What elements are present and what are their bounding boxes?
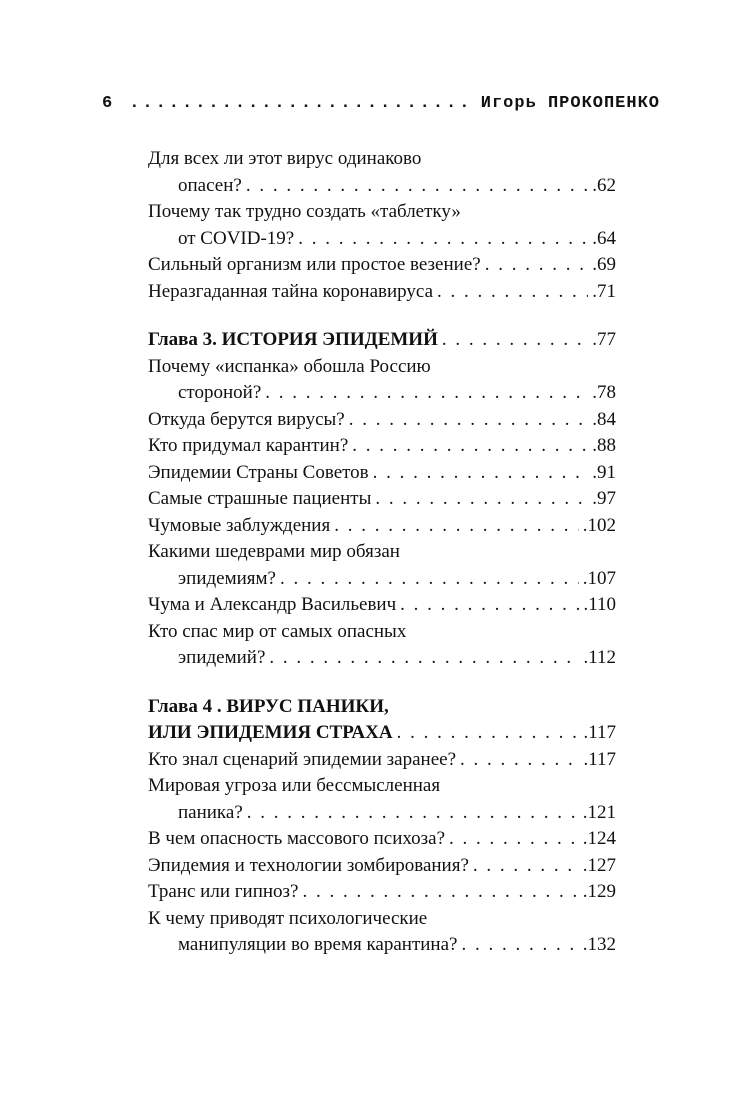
dot-leader xyxy=(442,327,588,354)
page-ref: .84 xyxy=(592,408,616,430)
entry-title: Почему так трудно создать «таблетку» xyxy=(148,201,461,222)
toc-entry xyxy=(148,592,616,619)
page-ref: .91 xyxy=(592,461,616,483)
toc-entry-line xyxy=(148,645,616,672)
toc-entry-line xyxy=(148,826,616,853)
page-ref: .132 xyxy=(582,934,616,955)
toc-entry-line xyxy=(148,354,616,381)
page-ref: .127 xyxy=(582,854,616,876)
toc-entry-line xyxy=(148,380,616,407)
dot-leader xyxy=(349,407,589,434)
toc-entry-line xyxy=(148,173,616,200)
dot-leader xyxy=(449,826,579,853)
toc-entry-line xyxy=(148,800,616,827)
dot-leader xyxy=(373,460,589,487)
toc-entry xyxy=(148,619,616,672)
page-ref: .78 xyxy=(592,382,616,403)
page-number: 6 xyxy=(102,94,114,113)
running-head xyxy=(102,94,660,118)
dot-leader xyxy=(460,747,579,774)
toc-entry xyxy=(148,513,616,540)
entry-title: стороной? xyxy=(178,382,262,403)
entry-title: Транс или гипноз? xyxy=(148,881,299,902)
entry-title: Чумовые заблуждения xyxy=(148,514,331,536)
toc-entry-line xyxy=(148,146,616,173)
toc-entry-line xyxy=(148,747,616,774)
entry-title: Кто знал сценарий эпидемии заранее? xyxy=(148,748,457,770)
toc-entry xyxy=(148,460,616,487)
toc-entry xyxy=(148,433,616,460)
dot-leader xyxy=(302,879,578,906)
page-ref: .129 xyxy=(582,881,616,902)
page-ref: .121 xyxy=(582,801,616,823)
dot-leader xyxy=(265,380,588,407)
toc-entry xyxy=(148,853,616,880)
page-ref: .110 xyxy=(583,594,616,615)
toc-entry xyxy=(148,773,616,826)
toc-entry-line xyxy=(148,407,616,434)
toc-entry-line xyxy=(148,592,616,619)
page-ref: .69 xyxy=(592,254,616,275)
entry-title: Неразгаданная тайна коронавируса xyxy=(148,280,434,302)
entry-title: Самые страшные пациенты xyxy=(148,488,372,509)
running-head-dot-leader xyxy=(129,94,471,113)
dot-leader xyxy=(269,645,579,672)
entry-title: Эпидемия и технологии зомбирования? xyxy=(148,854,469,876)
toc-chapter-heading xyxy=(148,694,616,747)
toc-entry-line xyxy=(148,906,616,933)
toc-entry-line xyxy=(148,279,616,306)
dot-leader xyxy=(298,226,588,253)
toc-entry xyxy=(148,539,616,592)
dot-leader xyxy=(247,800,579,827)
running-head-author: Игорь ПРОКОПЕНКО xyxy=(480,94,660,113)
toc-entry-line xyxy=(148,879,616,906)
entry-title: Эпидемии Страны Советов xyxy=(148,461,369,483)
page-ref: .112 xyxy=(583,647,616,668)
entry-title: манипуляции во время карантина? xyxy=(178,934,458,955)
entry-title: паника? xyxy=(178,801,243,823)
toc-chapter-heading xyxy=(148,327,616,354)
page-ref: .71 xyxy=(592,280,616,302)
dot-leader xyxy=(375,486,588,513)
page-ref: .107 xyxy=(582,567,616,589)
toc-entry xyxy=(148,486,616,513)
toc-entry-line xyxy=(148,252,616,279)
toc-entry-line xyxy=(148,199,616,226)
table-of-contents xyxy=(148,146,616,959)
toc-entry xyxy=(148,146,616,199)
toc-entry xyxy=(148,879,616,906)
toc-entry-line xyxy=(148,433,616,460)
toc-entry xyxy=(148,906,616,959)
chapter-title: ИЛИ ЭПИДЕМИЯ СТРАХА xyxy=(148,722,393,743)
entry-title: К чему приводят психологические xyxy=(148,907,428,929)
toc-entry-line xyxy=(148,720,616,747)
toc-entry-line xyxy=(148,773,616,800)
toc-entry-line xyxy=(148,539,616,566)
toc-entry xyxy=(148,279,616,306)
toc-entry-line xyxy=(148,566,616,593)
toc-entry-line xyxy=(148,327,616,354)
entry-title: Почему «испанка» обошла Россию xyxy=(148,355,431,377)
dot-leader xyxy=(334,513,579,540)
toc-entry-line xyxy=(148,226,616,253)
page-ref: .77 xyxy=(592,329,616,350)
dot-leader xyxy=(352,433,588,460)
chapter-title: Глава 3. ИСТОРИЯ ЭПИДЕМИЙ xyxy=(148,329,438,350)
dot-leader xyxy=(473,853,579,880)
page-ref: .88 xyxy=(592,435,616,456)
toc-entry xyxy=(148,199,616,252)
toc-entry-line xyxy=(148,932,616,959)
entry-title: Кто придумал карантин? xyxy=(148,435,349,456)
entry-title: В чем опасность массового психоза? xyxy=(148,828,446,849)
dot-leader xyxy=(485,252,589,279)
entry-title: Откуда берутся вирусы? xyxy=(148,408,345,430)
toc-entry xyxy=(148,407,616,434)
page-ref: .62 xyxy=(592,174,616,196)
toc-entry-line xyxy=(148,694,616,721)
entry-title: эпидемиям? xyxy=(178,567,276,589)
toc-entry xyxy=(148,252,616,279)
toc-entry-line xyxy=(148,853,616,880)
entry-title: Мировая угроза или бессмысленная xyxy=(148,775,441,796)
page-ref: .102 xyxy=(582,514,616,536)
toc-entry xyxy=(148,747,616,774)
toc-entry-line xyxy=(148,513,616,540)
entry-title: Чума и Александр Васильевич xyxy=(148,594,397,615)
dot-leader xyxy=(246,173,588,200)
entry-title: опасен? xyxy=(178,174,242,196)
page-ref: .97 xyxy=(592,488,616,509)
entry-title: Кто спас мир от самых опасных xyxy=(148,620,407,642)
page-ref: .117 xyxy=(583,722,616,743)
toc-entry-line xyxy=(148,486,616,513)
page-ref: .124 xyxy=(582,828,616,849)
page-ref: .117 xyxy=(583,748,616,770)
toc-entry xyxy=(148,354,616,407)
dot-leader xyxy=(400,592,579,619)
toc-entry-line xyxy=(148,460,616,487)
toc-entry-line xyxy=(148,619,616,646)
dot-leader xyxy=(437,279,588,306)
dot-leader xyxy=(280,566,579,593)
dot-leader xyxy=(461,932,578,959)
entry-title: эпидемий? xyxy=(178,647,266,668)
entry-title: Для всех ли этот вирус одинаково xyxy=(148,148,422,169)
entry-title: Сильный организм или простое везение? xyxy=(148,254,481,275)
entry-title: от COVID-19? xyxy=(178,227,295,249)
entry-title: Какими шедеврами мир обязан xyxy=(148,541,400,562)
chapter-title: Глава 4 . ВИРУС ПАНИКИ, xyxy=(148,695,389,717)
dot-leader xyxy=(397,720,580,747)
toc-entry xyxy=(148,826,616,853)
page-ref: .64 xyxy=(592,227,616,249)
